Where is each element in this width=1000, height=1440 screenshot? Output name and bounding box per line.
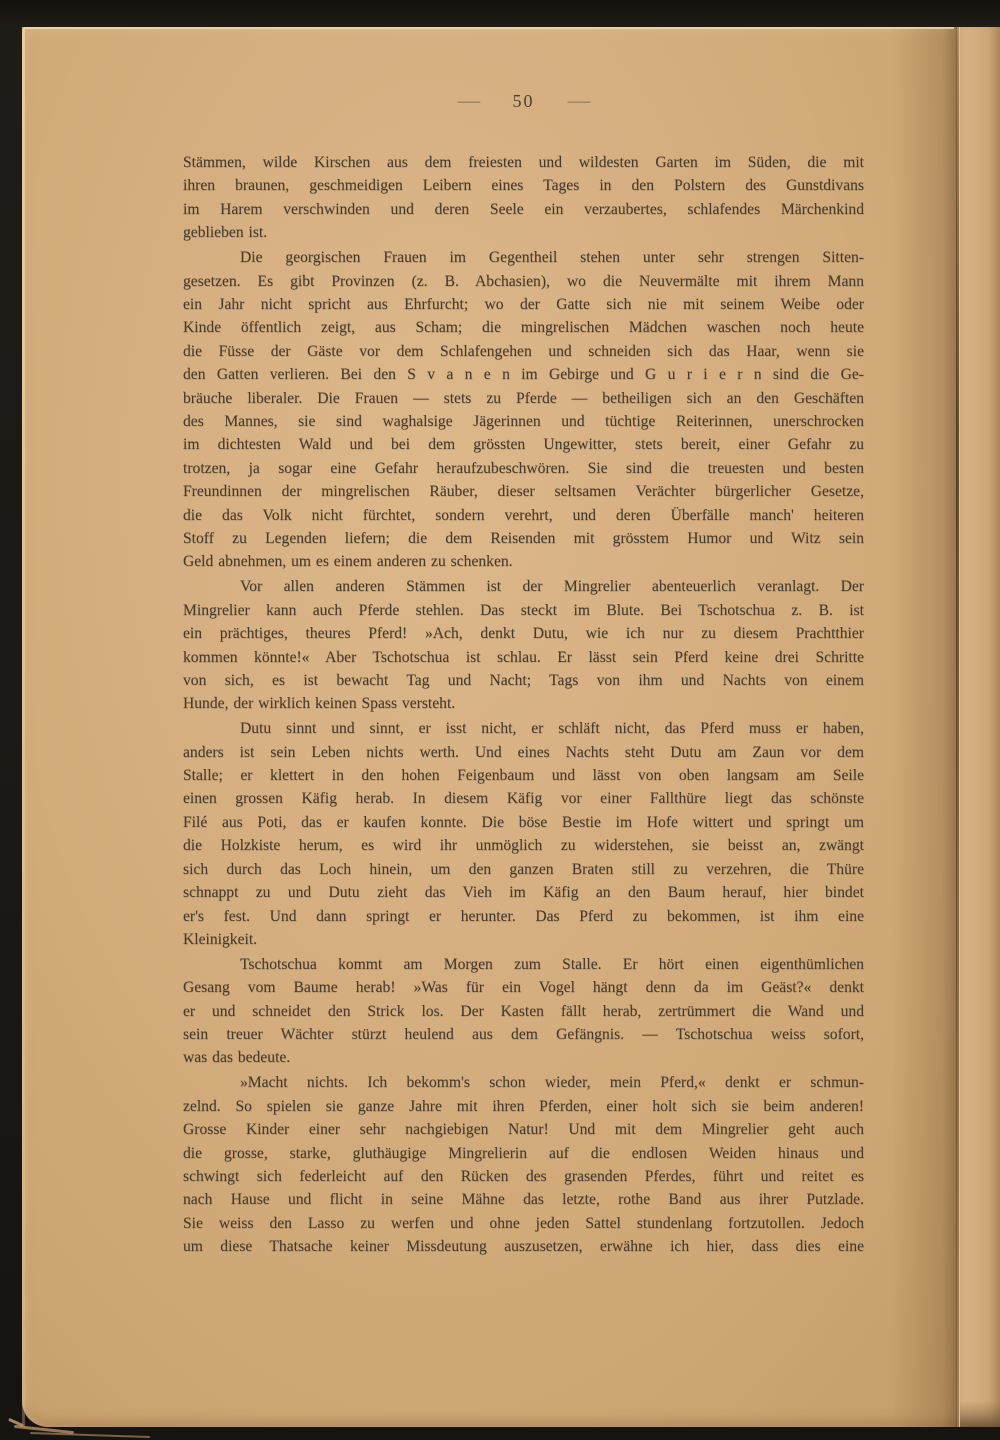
- text-line: die das Volk nicht fürchtet, sondern verehrt, und deren Überfälle manch' heiteren: [183, 506, 864, 524]
- text-line: Die georgischen Frauen im Gegentheil stehen unter sehr strengen Sitten-: [240, 249, 864, 267]
- text-line: den Gatten verlieren. Bei den S v a n e n im Gebirge und G u r i e r n sind die Ge-: [183, 366, 864, 384]
- text-line: er und schneidet den Strick los. Der Kasten fällt herab, zertrümmert die Wand und: [183, 1002, 864, 1020]
- text-line: »Macht nichts. Ich bekomm's schon wieder, mein Pferd,« denkt er schmun-: [240, 1074, 864, 1092]
- text-line: die grosse, starke, gluthäugige Mingrelierin auf die endlosen Weiden hinaus und: [183, 1144, 864, 1162]
- text-line: Vor allen anderen Stämmen ist der Mingrelier abenteuerlich veranlagt. Der: [240, 578, 864, 596]
- text-line: des Mannes, sie sind waghalsige Jägerinnen und tüchtige Reiterinnen, unerschrocken: [183, 412, 864, 430]
- text-line: zelnd. So spielen sie ganze Jahre mit ihren Pferden, einer holt sich sie beim anderen!: [183, 1097, 864, 1115]
- text-line: im Harem verschwinden und deren Seele ein verzaubertes, schlafendes Märchenkind: [183, 200, 864, 218]
- book-page: [22, 27, 1000, 1427]
- text-line: Geld abnehmen, um es einem anderen zu schenken.: [183, 553, 513, 571]
- header-dash-left: —: [457, 92, 480, 110]
- page-header: [183, 91, 864, 112]
- text-line: Mingrelier kann auch Pferde stehlen. Das steckt im Blute. Bei Tschotschua z. B. ist: [183, 601, 864, 619]
- text-line: um diese Thatsache keiner Missdeutung auszusetzen, erwähne ich hier, dass dies eine: [183, 1238, 864, 1256]
- page-stack-edge: [30, 1432, 150, 1438]
- text-line: kommen könnte!« Aber Tschotschua ist schlau. Er lässt sein Pferd keine drei Schritte: [183, 648, 864, 666]
- text-line: Tschotschua kommt am Morgen zum Stalle. Er hört einen eigenthümlichen: [240, 955, 864, 973]
- text-line: die Füsse der Gäste vor dem Schlafengehen und schneiden sich das Haar, wenn sie: [183, 342, 864, 360]
- text-line: Grosse Kinder einer sehr nachgiebigen Natur! Und mit dem Mingrelier geht auch: [183, 1121, 864, 1139]
- text-line: Sie weiss den Lasso zu werfen und ohne jeden Sattel stundenlang fortzutollen. Jedoch: [183, 1214, 864, 1232]
- paragraph: [183, 246, 864, 574]
- text-line: gesetzen. Es gibt Provinzen (z. B. Abchasien), wo die Neuvermälte mit ihrem Mann: [183, 272, 864, 290]
- paragraph: [183, 953, 864, 1070]
- page-number: 50: [512, 91, 535, 111]
- adjacent-page-edge: [959, 27, 1000, 1427]
- text-line: sich durch das Loch hinein, um den ganzen Braten still zu verzehren, die Thüre: [183, 860, 864, 878]
- text-line: schwingt sich federleicht auf den Rücken des grasenden Pferdes, führt und reitet es: [183, 1167, 864, 1185]
- text-line: sein treuer Wächter stürzt heulend aus dem Gefängnis. — Tschotschua weiss sofort,: [183, 1026, 864, 1044]
- text-line: ein prächtiges, theures Pferd! »Ach, denkt Dutu, wie ich nur zu diesem Prachtthier: [183, 625, 864, 643]
- text-line: geblieben ist.: [183, 224, 268, 242]
- gutter-shadow: [891, 27, 957, 1427]
- paragraph: [183, 151, 864, 245]
- text-line: Gesang vom Baume herab! »Was für ein Vogel hängt denn da im Geäst?« denkt: [183, 979, 864, 997]
- text-line: Kleinigkeit.: [183, 930, 258, 948]
- text-line: Stalle; er klettert in den hohen Feigenbaum und lässt von oben langsam am Seile: [183, 767, 864, 785]
- paragraph: [183, 717, 864, 951]
- text-line: anders ist sein Leben nichts werth. Und eines Nachts steht Dutu am Zaun vor dem: [183, 743, 864, 761]
- text-line: von sich, es ist bewacht Tag und Nacht; Tags von ihm und Nachts von einem: [183, 671, 864, 689]
- header-dash-right: —: [567, 92, 590, 110]
- text-line: Kinde öffentlich zeigt, aus Scham; die mingrelischen Mädchen waschen noch heute: [183, 319, 864, 337]
- text-line: Hunde, der wirklich keinen Spass versteht.: [183, 695, 456, 713]
- text-line: was das bedeute.: [183, 1049, 291, 1067]
- page-text: [183, 151, 864, 1260]
- text-line: schnappt zu und Dutu zieht das Vieh im Käfig an den Baum herauf, hier bindet: [183, 884, 864, 902]
- text-line: ein Jahr nicht spricht aus Ehrfurcht; wo der Gatte sich nie mit seinem Weibe oder: [183, 295, 864, 313]
- text-line: die Holzkiste herum, es wird ihr unmöglich zu widerstehen, sie beisst an, zwängt: [183, 837, 864, 855]
- text-line: einen grossen Käfig herab. In diesem Käfig vor einer Fallthüre liegt das schönste: [183, 790, 864, 808]
- text-line: nach Hause und flicht in seine Mähne das letzte, rothe Band aus ihrer Putzlade.: [183, 1191, 864, 1209]
- text-line: Freundinnen der mingrelischen Räuber, dieser seltsamen Verächter bürgerlicher Gesetze,: [183, 483, 864, 501]
- text-line: Stoff zu Legenden liefern; die dem Reisenden mit grösstem Humor und Witz sein: [183, 530, 864, 547]
- text-line: bräuche liberaler. Die Frauen — stets zu Pferde — betheiligen sich an den Geschäften: [183, 389, 864, 407]
- text-line: Stämmen, wilde Kirschen aus dem freiesten und wildesten Garten im Süden, die mit: [183, 154, 864, 171]
- paragraph: [183, 1071, 864, 1258]
- text-line: Dutu sinnt und sinnt, er isst nicht, er schläft nicht, das Pferd muss er haben,: [240, 720, 864, 738]
- text-line: ihren braunen, geschmeidigen Leibern eines Tages in den Polstern des Gunstdivans: [183, 177, 864, 195]
- text-line: trotzen, ja sogar eine Gefahr heraufzubeschwören. Sie sind die treuesten und besten: [183, 459, 864, 477]
- text-line: Filé aus Poti, das er kaufen konnte. Die böse Bestie im Hofe wittert und springt um: [183, 813, 864, 831]
- text-line: er's fest. Und dann springt er herunter. Das Pferd zu bekommen, ist ihm eine: [183, 907, 864, 925]
- text-line: im dichtesten Wald und bei dem grössten Ungewitter, stets bereit, einer Gefahr zu: [183, 436, 864, 454]
- paragraph: [183, 575, 864, 715]
